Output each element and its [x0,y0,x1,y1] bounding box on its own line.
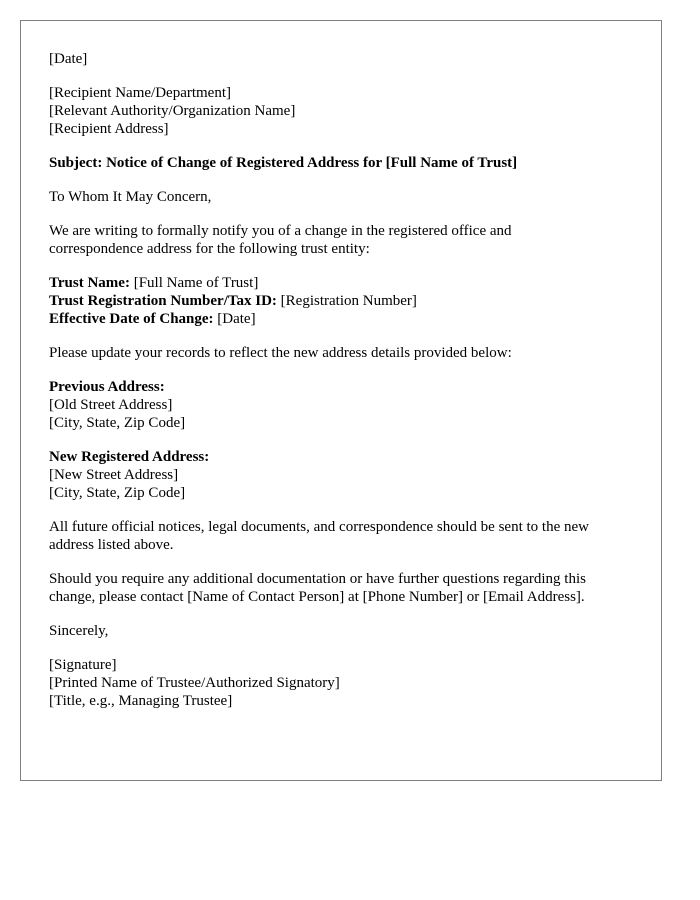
closing: Sincerely, [49,623,109,639]
recipient-address: [Recipient Address] [49,121,169,137]
salutation: To Whom It May Concern, [49,189,212,205]
trust-name-row [49,274,633,292]
previous-address-city: [City, State, Zip Code] [49,415,186,431]
contact-line-2: change, please contact [Name of Contact Person] at [Phone Number] or [Email Address]. [49,589,585,605]
trust-name-label: Trust Name: [49,275,130,291]
trust-registration-row [49,292,633,310]
update-request-paragraph [49,344,633,362]
closing-block [49,622,633,640]
subject-line: Subject: Notice of Change of Registered Address for [Full Name of Trust] [49,155,518,171]
recipient-block [49,84,633,138]
previous-address-street: [Old Street Address] [49,397,173,413]
effective-date-value: [Date] [213,311,256,327]
previous-address-label: Previous Address: [49,379,165,395]
trust-details [49,274,633,328]
future-notices-paragraph [49,518,633,554]
contact-paragraph [49,570,633,606]
signature-placeholder: [Signature] [49,657,117,673]
recipient-organization: [Relevant Authority/Organization Name] [49,103,296,119]
signatory-title: [Title, e.g., Managing Trustee] [49,693,233,709]
new-address-block [49,448,633,502]
intro-line-1: We are writing to formally notify you of a change in the registered office and [49,223,512,239]
subject-block [49,154,633,172]
future-notices-line-1: All future official notices, legal documents, and correspondence should be sent to the new [49,519,589,535]
salutation-block [49,188,633,206]
new-address-city: [City, State, Zip Code] [49,485,186,501]
intro-paragraph [49,222,633,258]
trust-registration-label: Trust Registration Number/Tax ID: [49,293,277,309]
signature-block [49,656,633,710]
letter-page [20,20,662,781]
previous-address-block [49,378,633,432]
recipient-name: [Recipient Name/Department] [49,85,232,101]
future-notices-line-2: address listed above. [49,537,174,553]
intro-line-2: correspondence address for the following trust entity: [49,241,370,257]
date-block [49,50,633,68]
trust-registration-value: [Registration Number] [276,293,417,309]
trust-name-value: [Full Name of Trust] [129,275,259,291]
new-address-street: [New Street Address] [49,467,179,483]
contact-line-1: Should you require any additional documentation or have further questions regarding this [49,571,586,587]
letter-date: [Date] [49,51,88,67]
signatory-printed-name: [Printed Name of Trustee/Authorized Signatory] [49,675,340,691]
update-request: Please update your records to reflect the new address details provided below: [49,345,512,361]
effective-date-label: Effective Date of Change: [49,311,214,327]
effective-date-row [49,310,633,328]
new-address-label: New Registered Address: [49,449,210,465]
